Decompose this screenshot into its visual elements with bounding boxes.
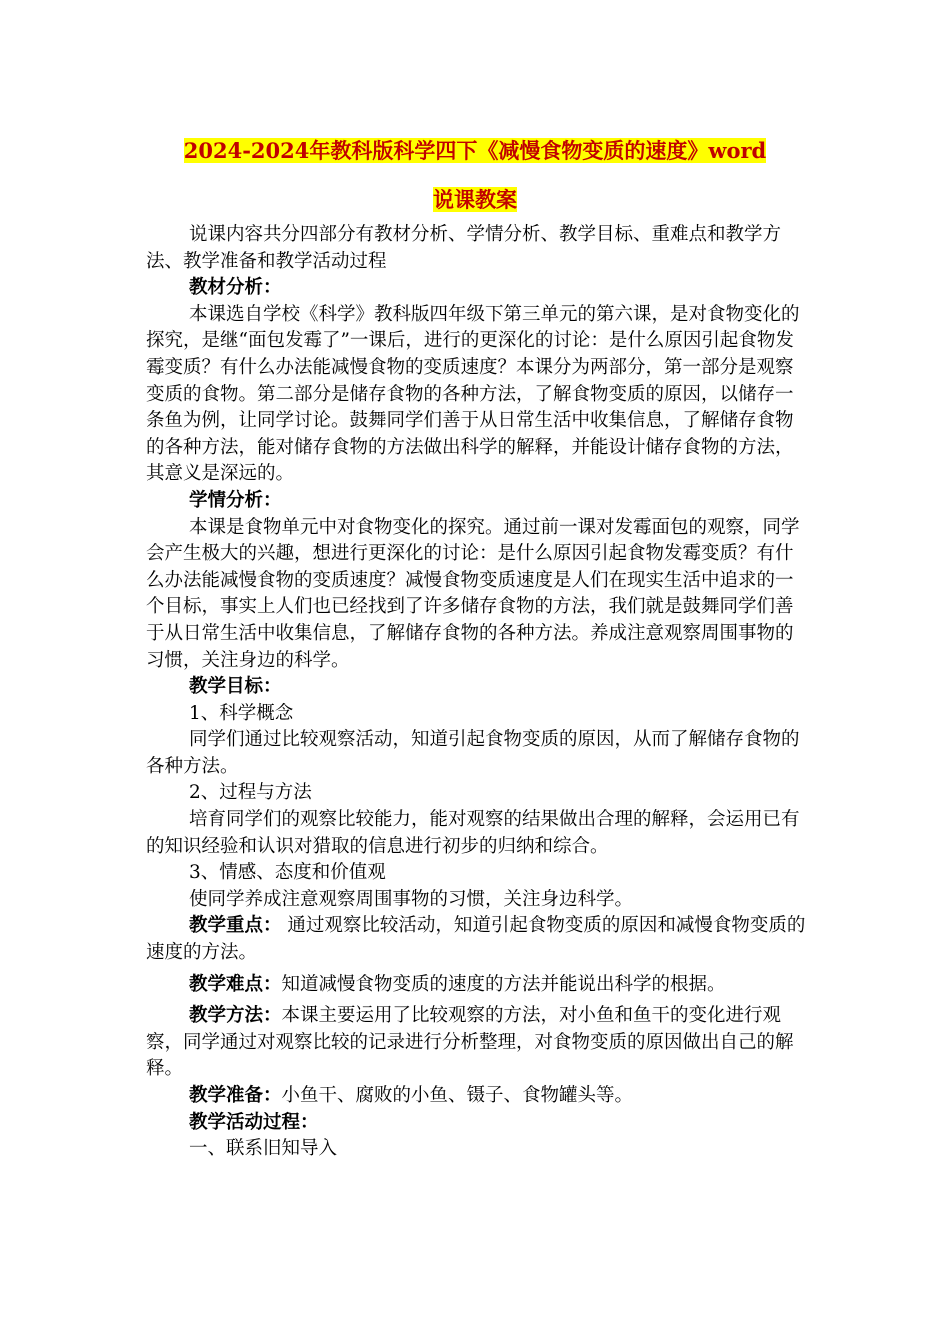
process-step-1: 一、联系旧知导入 <box>189 1138 338 1160</box>
intro-paragraph: 说课内容共分四部分有教材分析、学情分析、教学目标、重难点和教学方法、教学准备和教学活动过程 <box>146 224 782 272</box>
goals-heading: 教学目标： <box>189 676 282 698</box>
title-text-1: 2024-2024年教科版科学四下《减慢食物变质的速度》word <box>183 138 767 163</box>
difficulty-text: 知道减慢食物变质的速度的方法并能说出科学的根据。 <box>281 973 726 995</box>
key-point-label: 教学重点： <box>189 915 282 937</box>
goal-1-text: 同学们通过比较观察活动，知道引起食物变质的原因，从而了解储存食物的各种方法。 <box>146 729 800 777</box>
goal-3-title: 3、情感、态度和价值观 <box>189 862 386 884</box>
textbook-heading: 教材分析： <box>189 277 282 299</box>
students-paragraph: 本课是食物单元中对食物变化的探究。通过前一课对发霉面包的观察，同学会产生极大的兴趣，想进行更深化的讨论：是什么原因引起食物发霉变质？有什么办法能减慢食物的变质速度？减慢食物变质速度是人们在现实生活中追求的一个目标，事实上人们也已经找到了许多储存食物的方法，我们就是鼓舞同学们善于从日常生活中收集信息，了解储存食物的各种方法。养成注意观察周围事物的习惯，关注身边的科学。 <box>146 516 800 671</box>
goal-3-text: 使同学养成注意观察周围事物的习惯，关注身边科学。 <box>189 888 634 910</box>
goal-2-text: 培育同学们的观察比较能力，能对观察的结果做出合理的解释，会运用已有的知识经验和认识对猎取的信息进行初步的归纳和综合。 <box>146 809 800 857</box>
key-point-text: 通过观察比较活动，知道引起食物变质的原因和减慢食物变质的速度的方法。 <box>146 915 806 964</box>
key-point-paragraph <box>146 913 806 966</box>
title-text-2: 说课教案 <box>433 187 517 212</box>
prep-paragraph <box>146 1083 806 1110</box>
document-title-line-2 <box>0 186 950 214</box>
method-text: 本课主要运用了比较观察的方法，对小鱼和鱼干的变化进行观察，同学通过对观察比较的记录进行分析整理，对食物变质的原因做出自己的解释。 <box>146 1005 794 1080</box>
prep-text: 小鱼干、腐败的小鱼、镊子、食物罐头等。 <box>281 1085 634 1106</box>
document-body <box>146 222 806 1163</box>
difficulty-label: 教学难点： <box>189 973 282 995</box>
students-heading: 学情分析： <box>189 489 282 511</box>
document-title-line-1 <box>0 137 950 165</box>
method-label: 教学方法： <box>189 1005 282 1027</box>
difficulty-paragraph <box>146 972 806 999</box>
goal-2-title: 2、过程与方法 <box>189 782 312 804</box>
process-heading: 教学活动过程： <box>189 1111 319 1133</box>
method-paragraph <box>146 1003 806 1083</box>
goal-1-title: 1、科学概念 <box>189 702 294 724</box>
textbook-paragraph: 本课选自学校《科学》教科版四年级下第三单元的第六课，是对食物变化的探究，是继“面包发霉了”一课后，进行的更深化的讨论：是什么原因引起食物发霉变质？有什么办法能减慢食物的变质速度？本课分为两部分，第一部分是观察变质的食物。第二部分是储存食物的各种方法，了解食物变质的原因，以储存一条鱼为例，让同学讨论。鼓舞同学们善于从日常生活中收集信息，了解储存食物的各种方法，能对储存食物的方法做出科学的解释，并能设计储存食物的方法，其意义是深远的。 <box>146 303 800 485</box>
prep-label: 教学准备： <box>189 1085 282 1106</box>
